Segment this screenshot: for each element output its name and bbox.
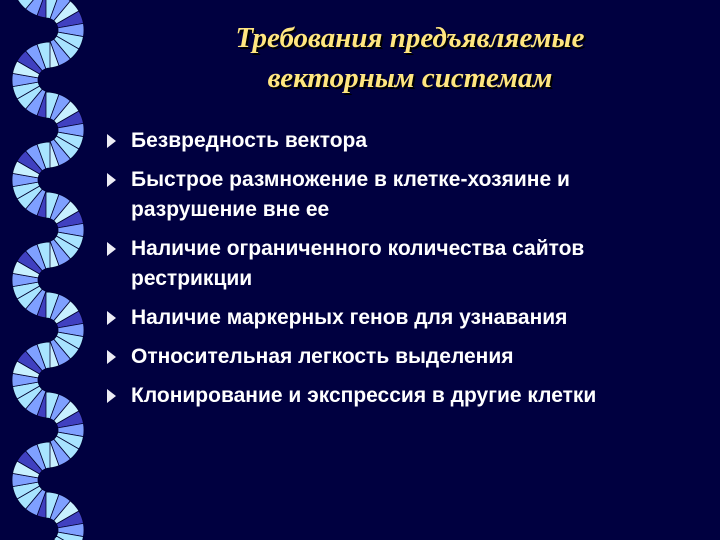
bullet-arrow-icon [107, 311, 116, 325]
bullet-arrow-icon [107, 173, 116, 187]
bullet-item [104, 234, 694, 294]
bullet-item [104, 381, 694, 411]
bullet-list [104, 126, 694, 420]
bullet-item [104, 303, 694, 333]
bullet-text: Относительная легкость выделения [131, 345, 514, 368]
bullet-arrow-icon [107, 134, 116, 148]
bullet-item [104, 165, 694, 225]
bullet-text: Наличие маркерных генов для узнавания [131, 306, 568, 329]
title-line-2: векторным системам [267, 62, 553, 94]
bullet-arrow-icon [107, 389, 116, 403]
title-line-1: Требования предъявляемые [235, 22, 585, 54]
bullet-text: Безвредность вектора [131, 129, 368, 152]
decorative-wave-border [0, 0, 110, 540]
bullet-arrow-icon [107, 350, 116, 364]
bullet-item [104, 342, 694, 372]
bullet-item [104, 126, 694, 156]
bullet-text: Наличие ограниченного количества сайтов рестрикции [131, 237, 585, 290]
slide-title [140, 18, 680, 98]
bullet-text: Быстрое размножение в клетке-хозяине и разрушение вне ее [131, 168, 570, 221]
bullet-arrow-icon [107, 242, 116, 256]
bullet-text: Клонирование и экспрессия в другие клетки [131, 384, 597, 407]
